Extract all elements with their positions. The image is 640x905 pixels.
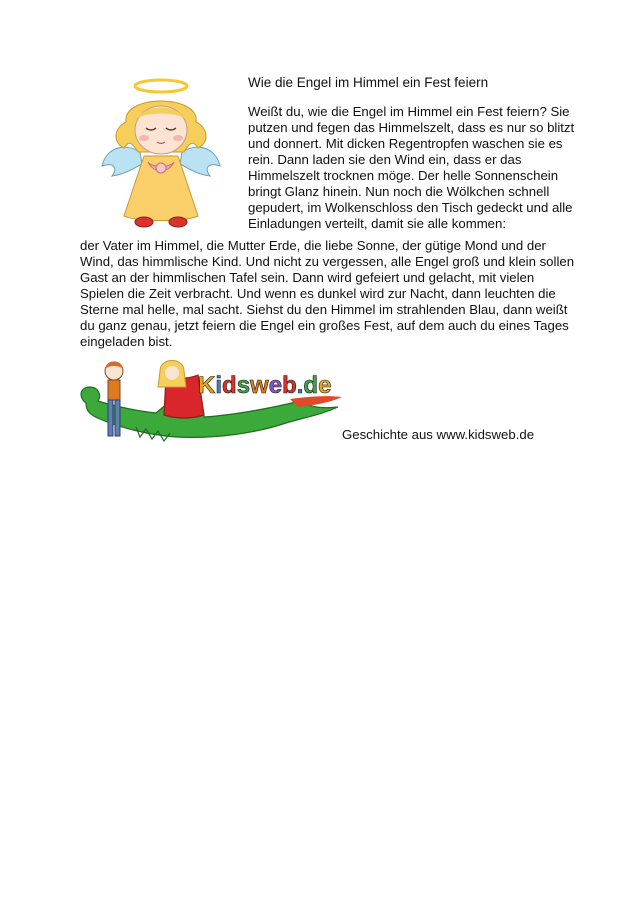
angel-illustration [96,76,226,234]
logo-letter: i [215,372,223,399]
logo-letter: w [250,372,269,399]
logo-letter: d [303,372,319,399]
right-foot [169,217,187,227]
logo-letter: b [282,372,297,399]
right-wing [180,147,220,176]
story-title: Wie die Engel im Himmel ein Fest feiern [248,75,489,90]
boy-body [108,380,120,400]
logo-letter: s [236,372,251,399]
story-credit: Geschichte aus www.kidsweb.de [342,427,535,442]
logo-letter: e [318,372,332,399]
logo-letter: e [268,372,283,399]
story-intro: Weißt du, wie die Engel im Himmel ein Fest feiern? Sie putzen und fegen das Himmelszelt, dass es nur so blitzt und donnert. Mit dicken Regentropfen waschen sie es rein. Dann laden sie den Wind ein, dass er das Himmelszelt trocknen möge. Der helle Sonnenschein bringt Glanz hinein. Nun noch die Wölkchen schnell gepudert, im Wolkenschloss den Tisch gedeckt und alle Einladungen verteilt, damit sie alle kommen: [248,104,575,231]
logo-letter: K [198,372,216,399]
kidsweb-logo [76,357,346,443]
logo-letter: d [222,372,237,399]
logo-text [198,372,331,399]
left-foot [135,217,153,227]
story-body: der Vater im Himmel, die Mutter Erde, die liebe Sonne, der gütige Mond und der Wind, das himmlische Kind. Und nicht zu vergessen, alle Engel groß und klein sollen Gast an der himmlischen Tafel sein. Dann wird gefeiert und gelacht, mit vielen Spielen die Zeit verbracht. Und wenn es dunkel wird zur Nacht, dann leuchten die Sterne mal helle, mal sacht. Siehst du den Himmel im strahlenden Blau, dann weißt du ganz genau, jetzt feiern die Engel ein großes Fest, auf dem auch du eines Tages eingeladen bist. [80,238,575,349]
halo-icon [135,80,187,92]
logo-letter: . [296,372,304,399]
left-wing [102,147,142,176]
